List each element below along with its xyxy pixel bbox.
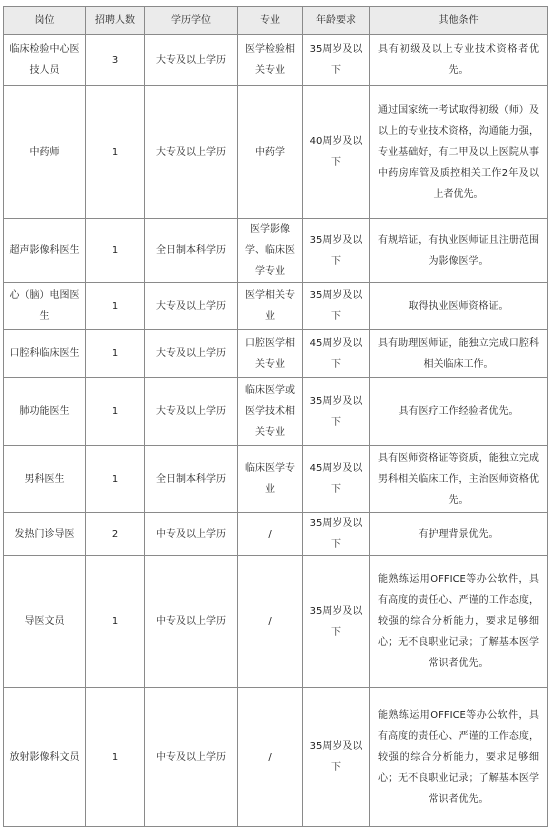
major-cell: /: [238, 688, 303, 827]
conditions-cell: 具有医师资格证等资质，能独立完成男科相关临床工作，主治医师资格优先。: [370, 446, 548, 513]
count-cell: 1: [86, 86, 145, 219]
count-cell: 3: [86, 35, 145, 86]
position-cell: 心（脑）电图医生: [4, 283, 86, 330]
education-cell: 中专及以上学历: [145, 556, 238, 688]
major-cell: 医学检验相关专业: [238, 35, 303, 86]
age-cell: 35周岁及以下: [303, 378, 370, 446]
conditions-cell: 能熟练运用OFFICE等办公软件，具有高度的责任心、严谨的工作态度，较强的综合分析能力，要求足够细心；无不良职业记录；了解基本医学常识者优先。: [370, 688, 548, 827]
count-cell: 1: [86, 378, 145, 446]
table-row: [4, 219, 548, 283]
conditions-cell: 通过国家统一考试取得初级（师）及以上的专业技术资格，沟通能力强，专业基础好，有二甲及以上医院从事中药房库管及质控相关工作2年及以上者优先。: [370, 86, 548, 219]
major-cell: 医学相关专业: [238, 283, 303, 330]
age-cell: 45周岁及以下: [303, 330, 370, 378]
major-cell: 临床医学专业: [238, 446, 303, 513]
table-body: [4, 35, 548, 827]
education-cell: 大专及以上学历: [145, 378, 238, 446]
count-cell: 1: [86, 283, 145, 330]
count-cell: 1: [86, 219, 145, 283]
age-cell: 35周岁及以下: [303, 688, 370, 827]
education-cell: 全日制本科学历: [145, 446, 238, 513]
table-row: [4, 35, 548, 86]
major-cell: 临床医学或医学技术相关专业: [238, 378, 303, 446]
count-cell: 1: [86, 330, 145, 378]
age-cell: 35周岁及以下: [303, 513, 370, 556]
position-cell: 超声影像科医生: [4, 219, 86, 283]
position-cell: 中药师: [4, 86, 86, 219]
conditions-cell: 有规培证，有执业医师证且注册范围为影像医学。: [370, 219, 548, 283]
table-row: [4, 688, 548, 827]
header-conditions: 其他条件: [370, 7, 548, 35]
position-cell: 放射影像科文员: [4, 688, 86, 827]
table-row: [4, 330, 548, 378]
age-cell: 35周岁及以下: [303, 35, 370, 86]
table-row: [4, 86, 548, 219]
header-major: 专业: [238, 7, 303, 35]
table-row: [4, 446, 548, 513]
major-cell: /: [238, 556, 303, 688]
education-cell: 大专及以上学历: [145, 86, 238, 219]
recruitment-table: [3, 6, 548, 827]
major-cell: 口腔医学相关专业: [238, 330, 303, 378]
conditions-cell: 有护理背景优先。: [370, 513, 548, 556]
header-education: 学历学位: [145, 7, 238, 35]
major-cell: 中药学: [238, 86, 303, 219]
header-count: 招聘人数: [86, 7, 145, 35]
education-cell: 全日制本科学历: [145, 219, 238, 283]
education-cell: 大专及以上学历: [145, 330, 238, 378]
major-cell: /: [238, 513, 303, 556]
header-age: 年龄要求: [303, 7, 370, 35]
table-row: [4, 283, 548, 330]
table-row: [4, 378, 548, 446]
header-position: 岗位: [4, 7, 86, 35]
conditions-cell: 具有助理医师证，能独立完成口腔科相关临床工作。: [370, 330, 548, 378]
age-cell: 35周岁及以下: [303, 556, 370, 688]
education-cell: 中专及以上学历: [145, 513, 238, 556]
conditions-cell: 取得执业医师资格证。: [370, 283, 548, 330]
count-cell: 1: [86, 688, 145, 827]
conditions-cell: 具有医疗工作经验者优先。: [370, 378, 548, 446]
age-cell: 35周岁及以下: [303, 283, 370, 330]
education-cell: 大专及以上学历: [145, 35, 238, 86]
education-cell: 大专及以上学历: [145, 283, 238, 330]
age-cell: 45周岁及以下: [303, 446, 370, 513]
table-row: [4, 556, 548, 688]
count-cell: 2: [86, 513, 145, 556]
age-cell: 35周岁及以下: [303, 219, 370, 283]
position-cell: 男科医生: [4, 446, 86, 513]
age-cell: 40周岁及以下: [303, 86, 370, 219]
table-row: [4, 513, 548, 556]
education-cell: 中专及以上学历: [145, 688, 238, 827]
count-cell: 1: [86, 556, 145, 688]
major-cell: 医学影像学、临床医学专业: [238, 219, 303, 283]
header-row: [4, 7, 548, 35]
position-cell: 肺功能医生: [4, 378, 86, 446]
conditions-cell: 具有初级及以上专业技术资格者优先。: [370, 35, 548, 86]
count-cell: 1: [86, 446, 145, 513]
position-cell: 发热门诊导医: [4, 513, 86, 556]
position-cell: 导医文员: [4, 556, 86, 688]
conditions-cell: 能熟练运用OFFICE等办公软件，具有高度的责任心、严谨的工作态度，较强的综合分析能力，要求足够细心；无不良职业记录；了解基本医学常识者优先。: [370, 556, 548, 688]
position-cell: 口腔科临床医生: [4, 330, 86, 378]
position-cell: 临床检验中心医技人员: [4, 35, 86, 86]
